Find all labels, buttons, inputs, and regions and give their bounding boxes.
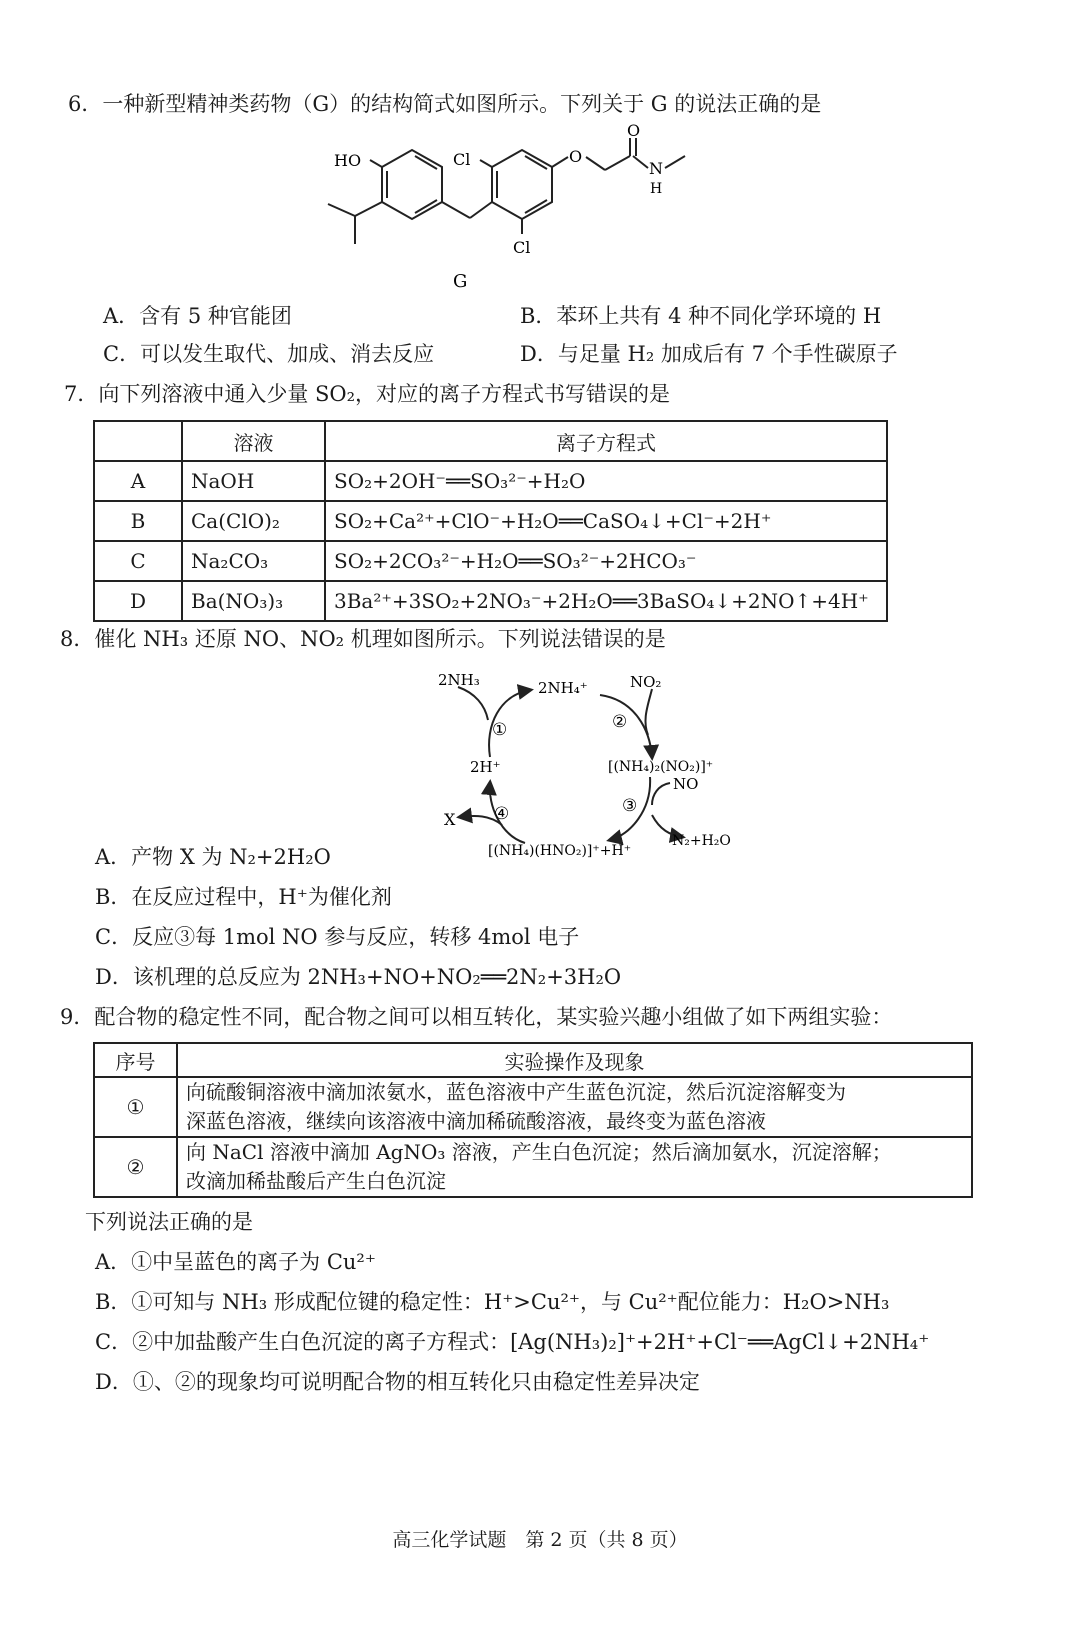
table-row (94, 501, 887, 541)
h-plus-label: 2H⁺ (470, 758, 501, 776)
q8-option-c: C．反应③每 1mol NO 参与反应，转移 4mol 电子 (95, 925, 580, 949)
step3-label: ③ (622, 796, 638, 816)
q9-option-d: D．①、②的现象均可说明配合物的相互转化只由稳定性差异决定 (95, 1370, 700, 1394)
ho-label: HO (334, 151, 362, 170)
table-cell: Ba(NO₃)₃ (182, 581, 325, 621)
table-header-cell: 序号 (94, 1043, 177, 1077)
step4-label: ④ (494, 804, 510, 824)
table-cell: D (94, 581, 182, 621)
step2-label: ② (612, 712, 628, 732)
h-label: H (650, 181, 663, 197)
table-row (94, 541, 887, 581)
cl-bottom-label: Cl (513, 238, 531, 257)
no-label: NO (673, 775, 699, 793)
q6-stem: 6．一种新型精神类药物（G）的结构简式如图所示。下列关于 G 的说法正确的是 (68, 92, 822, 116)
n-label: N (649, 159, 663, 178)
cell-line: 改滴加稀盐酸后产生白色沉淀 (186, 1169, 446, 1193)
table-cell: ① (94, 1077, 177, 1137)
table-row (94, 1077, 972, 1137)
q9-option-a: A．①中呈蓝色的离子为 Cu²⁺ (95, 1250, 376, 1274)
page-footer: 高三化学试题 第 2 页（共 8 页） (392, 1529, 688, 1551)
cell-line: 深蓝色溶液，继续向该溶液中滴加稀硫酸溶液，最终变为蓝色溶液 (186, 1109, 766, 1133)
no2-label: NO₂ (630, 673, 662, 691)
table-header-row (94, 1043, 972, 1077)
table-cell: SO₂+2OH⁻══SO₃²⁻+H₂O (325, 461, 887, 501)
x-label: X (444, 810, 456, 829)
step1-label: ① (492, 720, 508, 740)
table-cell: C (94, 541, 182, 581)
q8-option-b: B．在反应过程中，H⁺为催化剂 (95, 885, 392, 909)
q8-option-d: D．该机理的总反应为 2NH₃+NO+NO₂══2N₂+3H₂O (95, 965, 622, 989)
table-header-row (94, 421, 887, 461)
o-carbonyl-label: O (627, 122, 641, 140)
table-header-cell: 实验操作及现象 (177, 1043, 972, 1077)
table-cell: A (94, 461, 182, 501)
q7-stem: 7．向下列溶液中通入少量 SO₂，对应的离子方程式书写错误的是 (64, 382, 671, 406)
q6-option-d: D．与足量 H₂ 加成后有 7 个手性碳原子 (520, 342, 898, 366)
q9-option-b: B．①可知与 NH₃ 形成配位键的稳定性：H⁺>Cu²⁺，与 Cu²⁺配位能力：H₂O>NH₃ (95, 1290, 890, 1314)
table-row (94, 461, 887, 501)
q6-option-b: B．苯环上共有 4 种不同化学环境的 H (520, 304, 882, 328)
g-label: G (453, 271, 468, 292)
q8-mechanism-diagram (430, 665, 760, 870)
table-cell: 3Ba²⁺+3SO₂+2NO₃⁻+2H₂O══3BaSO₄↓+2NO↑+4H⁺ (325, 581, 887, 621)
n2-h2o-label: N₂+H₂O (672, 833, 731, 849)
nh4-label: 2NH₄⁺ (538, 679, 588, 697)
table-cell (177, 1137, 972, 1197)
q9-stem: 9．配合物的稳定性不同，配合物之间可以相互转化，某实验兴趣小组做了如下两组实验： (60, 1005, 893, 1029)
cell-line: 向 NaCl 溶液中滴加 AgNO₃ 溶液，产生白色沉淀；然后滴加氨水，沉淀溶解； (186, 1140, 892, 1164)
table-cell: Na₂CO₃ (182, 541, 325, 581)
table-row (94, 581, 887, 621)
q7-table (93, 420, 888, 622)
complex1-label: [(NH₄)₂(NO₂)]⁺ (608, 759, 714, 775)
cell-line: 向硫酸铜溶液中滴加浓氨水，蓝色溶液中产生蓝色沉淀，然后沉淀溶解变为 (186, 1080, 846, 1104)
nh3-label: 2NH₃ (438, 671, 480, 689)
q9-table (93, 1042, 973, 1198)
table-cell: Ca(ClO)₂ (182, 501, 325, 541)
q6-option-a: A．含有 5 种官能团 (103, 304, 292, 328)
q6-option-c: C．可以发生取代、加成、消去反应 (103, 342, 435, 366)
cl-top-label: Cl (453, 150, 471, 169)
table-row (94, 1137, 972, 1197)
table-cell: SO₂+2CO₃²⁻+H₂O══SO₃²⁻+2HCO₃⁻ (325, 541, 887, 581)
o-ether-label: O (569, 147, 583, 166)
q6-structure (320, 122, 700, 297)
table-cell: NaOH (182, 461, 325, 501)
q8-option-a: A．产物 X 为 N₂+2H₂O (95, 845, 331, 869)
table-header-cell: 离子方程式 (325, 421, 887, 461)
q8-stem: 8．催化 NH₃ 还原 NO、NO₂ 机理如图所示。下列说法错误的是 (60, 627, 666, 651)
q9-after-text: 下列说法正确的是 (85, 1210, 253, 1234)
complex2-label: [(NH₄)(HNO₂)]⁺+H⁺ (488, 843, 632, 859)
q9-option-c: C．②中加盐酸产生白色沉淀的离子方程式：[Ag(NH₃)₂]⁺+2H⁺+Cl⁻══AgCl↓+2NH₄⁺ (95, 1330, 930, 1354)
table-cell: B (94, 501, 182, 541)
table-cell: SO₂+Ca²⁺+ClO⁻+H₂O══CaSO₄↓+Cl⁻+2H⁺ (325, 501, 887, 541)
table-cell: ② (94, 1137, 177, 1197)
table-cell (177, 1077, 972, 1137)
table-header-cell: 溶液 (182, 421, 325, 461)
table-header-cell (94, 421, 182, 461)
